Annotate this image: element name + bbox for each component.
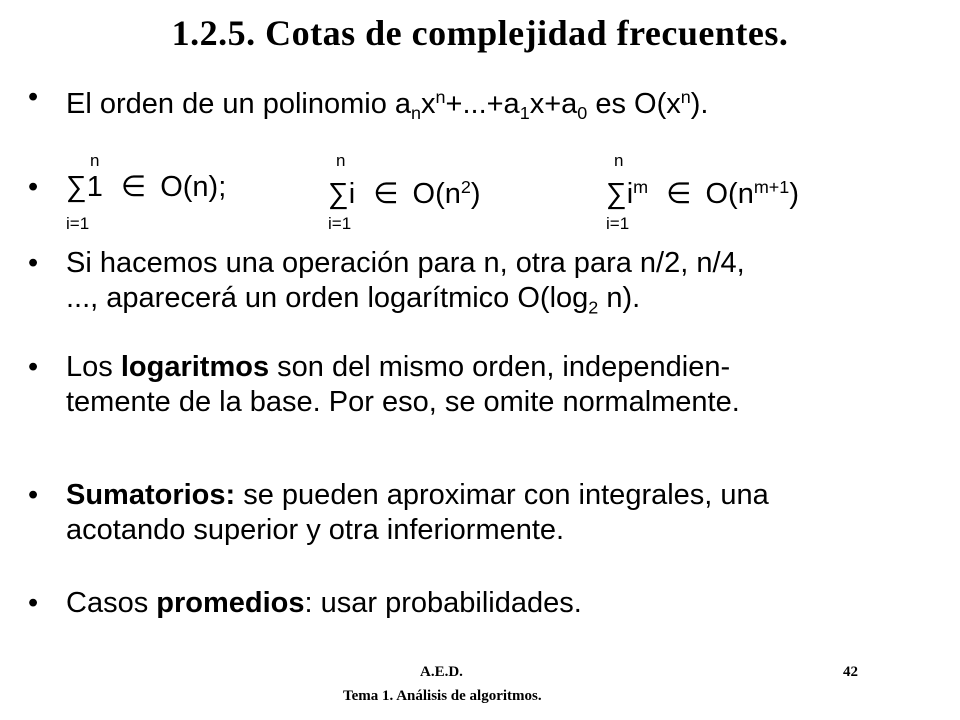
bullet-glyph: •	[28, 479, 39, 511]
order-close: )	[470, 177, 481, 210]
sum-lower-limit: i=1	[328, 214, 352, 233]
order-close: )	[789, 177, 799, 210]
sum-upper-limit: n	[90, 151, 100, 170]
text: +...+a	[445, 87, 520, 120]
text: son del mismo orden, independien-	[269, 351, 731, 383]
text: es O(x	[587, 87, 681, 120]
bullet-sumatorios	[28, 478, 769, 548]
text: Casos	[66, 587, 157, 619]
order-expression	[706, 178, 799, 210]
sigma-symbol: ∑	[328, 177, 349, 210]
bullet-glyph: •	[28, 351, 39, 383]
text-line-2	[66, 281, 745, 325]
sum-body: i	[626, 177, 634, 210]
bold-term: promedios	[156, 587, 305, 619]
text: ..., aparecerá un orden logarítmico O(log	[66, 282, 589, 314]
bold-term: logaritmos	[120, 351, 270, 383]
sum-upper-limit: n	[614, 151, 624, 170]
superscript: m+1	[753, 177, 790, 197]
subscript: n	[411, 103, 422, 124]
superscript: n	[435, 87, 446, 107]
order-expression: O(n);	[160, 171, 227, 203]
text: x+a	[529, 87, 578, 120]
sum-body: 1	[86, 171, 103, 203]
sum-lower-limit: i=1	[66, 214, 90, 233]
text: se pueden aproximar con integrales, una	[235, 479, 769, 511]
text: x	[421, 87, 436, 120]
summation-2	[328, 151, 481, 233]
order-text: O(n	[705, 177, 754, 210]
bullet-glyph: •	[28, 587, 39, 619]
footer-course: A.E.D.	[420, 664, 463, 680]
text-line-1	[66, 478, 769, 513]
sigma-symbol: ∑	[606, 177, 627, 210]
sum-body: i	[348, 177, 356, 210]
text: Los	[66, 351, 121, 383]
bullet-glyph: •	[28, 81, 39, 113]
footer-topic: Tema 1. Análisis de algoritmos.	[343, 688, 542, 704]
subscript: 0	[577, 103, 588, 124]
text-line-2: acotando superior y otra inferiormente.	[66, 514, 565, 546]
superscript: m	[633, 177, 649, 197]
bullet-promedios	[28, 586, 582, 621]
text: ).	[690, 87, 709, 120]
subscript: 1	[519, 103, 530, 124]
text-line-1: Si hacemos una operación para n, otra para n/2, n/4,	[66, 247, 745, 279]
bullet-glyph: •	[28, 247, 39, 279]
sigma-symbol: ∑	[66, 171, 87, 203]
bullet-summations	[28, 151, 926, 233]
text-line-2: temente de la base. Por eso, se omite normalmente.	[66, 386, 740, 418]
text: El orden de un polinomio a	[66, 87, 412, 120]
summation-1	[66, 151, 227, 233]
sum-upper-limit: n	[336, 151, 346, 170]
order-expression	[413, 178, 481, 210]
bullet-glyph: •	[28, 171, 39, 203]
superscript: 2	[460, 177, 471, 197]
element-of-symbol: ∈	[373, 177, 399, 210]
footer-page-number: 42	[843, 664, 858, 680]
subscript: 2	[588, 297, 599, 318]
order-text: O(n	[412, 177, 461, 210]
text: n).	[598, 282, 641, 314]
bold-term: Sumatorios:	[66, 479, 236, 511]
summation-3	[606, 151, 799, 233]
element-of-symbol: ∈	[120, 171, 147, 203]
bullet-polynomial-order	[28, 80, 709, 131]
bullet-logarithmic-order	[28, 246, 745, 325]
superscript: n	[680, 87, 691, 107]
slide-title: 1.2.5. Cotas de complejidad frecuentes.	[171, 13, 789, 53]
text: : usar probabilidades.	[304, 587, 582, 619]
bullet-logarithms	[28, 350, 740, 420]
text-line-1	[66, 350, 740, 385]
element-of-symbol: ∈	[666, 177, 692, 210]
sum-lower-limit: i=1	[606, 214, 630, 233]
